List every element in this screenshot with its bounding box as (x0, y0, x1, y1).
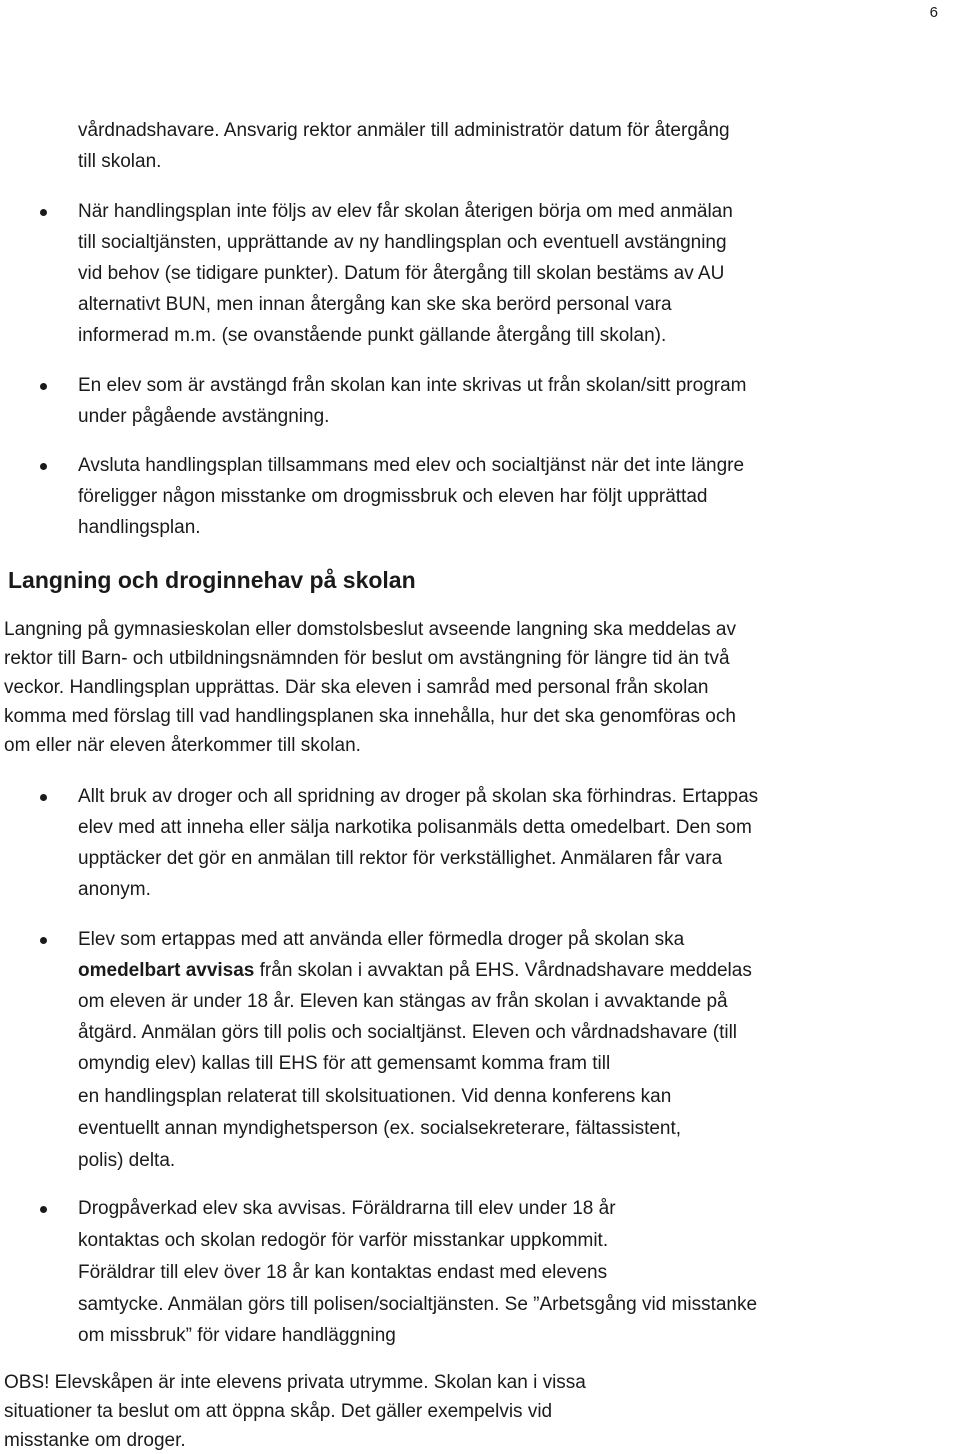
bullet-line: Föräldrar till elev över 18 år kan kontaktas endast med elevens (78, 1262, 608, 1283)
bullet-icon (40, 937, 47, 944)
obs-line: OBS! Elevskåpen är inte elevens privata utrymme. Skolan kan i vissa (4, 1372, 586, 1393)
section-heading: Langning och droginnehav på skolan (8, 567, 416, 593)
bullet-icon (40, 383, 47, 390)
page-number: 6 (929, 4, 938, 21)
bullet-line: alternativt BUN, men innan återgång kan ske ska berörd personal vara (78, 294, 672, 315)
bullet-line: handlingsplan. (78, 517, 201, 538)
bullet-icon (40, 794, 47, 801)
bullet-line: om eleven är under 18 år. Eleven kan stängas av från skolan i avvaktande på (78, 991, 728, 1012)
paragraph-line: komma med förslag till vad handlingsplanen ska innehålla, hur det ska genomföras och (4, 706, 736, 727)
bullet-line: eventuellt annan myndighetsperson (ex. socialsekreterare, fältassistent, (78, 1118, 682, 1139)
paragraph-line: om eller när eleven återkommer till skolan. (4, 735, 361, 756)
obs-line: misstanke om droger. (4, 1430, 186, 1451)
bullet-line: omyndig elev) kallas till EHS för att gemensamt komma fram till (78, 1053, 611, 1074)
paragraph-line: rektor till Barn- och utbildningsnämnden för beslut om avstängning för längre tid än två (4, 648, 730, 669)
bullet-line: kontaktas och skolan redogör för varför misstankar uppkommit. (78, 1230, 609, 1251)
bold-phrase: omedelbart avvisas (78, 960, 255, 981)
bullet-line: en handlingsplan relaterat till skolsituationen. Vid denna konferens kan (78, 1086, 672, 1107)
bullet-line: föreligger någon misstanke om drogmissbruk och eleven har följt upprättad (78, 486, 708, 507)
paragraph-line: veckor. Handlingsplan upprättas. Där ska eleven i samråd med personal från skolan (4, 677, 709, 698)
paragraph-line: Langning på gymnasieskolan eller domstolsbeslut avseende langning ska meddelas av (4, 619, 736, 640)
bullet-line: till socialtjänsten, upprättande av ny handlingsplan och eventuell avstängning (78, 232, 727, 253)
bullet-line: elev med att inneha eller sälja narkotika polisanmäls detta omedelbart. Den som (78, 817, 752, 838)
bullet-line: informerad m.m. (se ovanstående punkt gällande återgång till skolan). (78, 325, 667, 346)
obs-line: situationer ta beslut om att öppna skåp. Det gäller exempelvis vid (4, 1401, 553, 1422)
line-rest: från skolan i avvaktan på EHS. Vårdnadshavare meddelas (254, 960, 752, 981)
bullet-line: Drogpåverkad elev ska avvisas. Föräldrarna till elev under 18 år (78, 1198, 616, 1219)
bullet-line: En elev som är avstängd från skolan kan inte skrivas ut från skolan/sitt program (78, 375, 747, 396)
bullet-line: upptäcker det gör en anmälan till rektor för verkställighet. Anmälaren får vara (78, 848, 723, 869)
bullet-icon (40, 463, 47, 470)
intro-line: vårdnadshavare. Ansvarig rektor anmäler till administratör datum för återgång (78, 120, 730, 141)
bullet-line: Elev som ertappas med att använda eller förmedla droger på skolan ska (78, 929, 685, 950)
bullet-line: under pågående avstängning. (78, 406, 330, 427)
bullet-line: Allt bruk av droger och all spridning av droger på skolan ska förhindras. Ertappas (78, 786, 759, 807)
bullet-line: samtycke. Anmälan görs till polisen/socialtjänsten. Se ”Arbetsgång vid misstanke (78, 1294, 758, 1315)
intro-line: till skolan. (78, 151, 162, 172)
bullet-line (78, 959, 752, 983)
bullet-line: polis) delta. (78, 1150, 176, 1171)
bullet-line: När handlingsplan inte följs av elev får skolan återigen börja om med anmälan (78, 201, 733, 222)
bullet-line: Avsluta handlingsplan tillsammans med elev och socialtjänst när det inte längre (78, 455, 745, 476)
bullet-icon (40, 209, 47, 216)
bullet-line: vid behov (se tidigare punkter). Datum för återgång till skolan bestäms av AU (78, 263, 725, 284)
bullet-line: om missbruk” för vidare handläggning (78, 1325, 396, 1346)
bullet-icon (40, 1206, 47, 1213)
bullet-line: anonym. (78, 879, 151, 900)
bullet-line: åtgärd. Anmälan görs till polis och socialtjänst. Eleven och vårdnadshavare (till (78, 1022, 738, 1043)
